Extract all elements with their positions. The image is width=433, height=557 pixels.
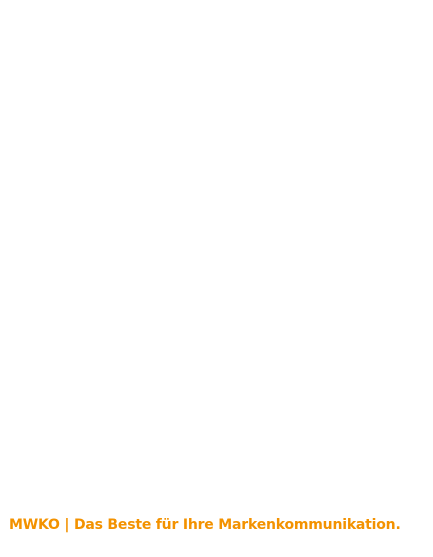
footer [9, 513, 429, 537]
footer-tagline: MWKO | Das Beste für Ihre Markenkommunikation. [9, 517, 401, 533]
